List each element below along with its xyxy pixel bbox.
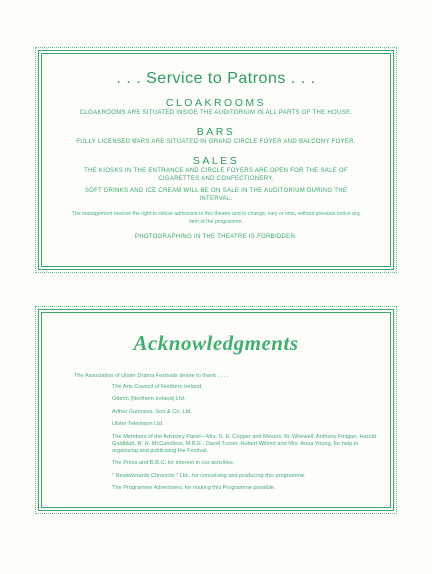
acknowledgments-title: Acknowledgments bbox=[133, 331, 299, 355]
list-item: The Arts Council of Northern Ireland. bbox=[112, 384, 203, 390]
cloakrooms-text: CLOAKROOMS ARE SITUATED INSIDE THE AUDITORIUM IN ALL PARTS OF THE HOUSE. bbox=[79, 110, 353, 116]
management-note: The management reserve the right to refuse admission to this theatre and to change, vary or omit, without previous notice any item of the programme. bbox=[71, 211, 361, 225]
acknowledgments-intro: The Association of Ulster Drama Festivals desire to thank . . . . bbox=[74, 373, 229, 379]
list-item: The Members of the Advisory Panel—Mrs. S. E. Copper and Messrs. M. Whewell, Anthony Finigan, Harold Goldblatt, R. H. McCandless, M.B.E., David Turner, Hubert Wilmot and Mrs. Anna Young, for help in organising and publicising the Festival. bbox=[112, 433, 376, 454]
acknowledgments-panel bbox=[38, 309, 394, 511]
service-to-patrons-panel bbox=[38, 50, 394, 270]
list-item: Odeon (Northern Ireland) Ltd. bbox=[112, 396, 186, 403]
photography-note: PHOTOGRAPHING IN THE THEATRE IS FORBIDDEN. bbox=[134, 234, 298, 240]
sales-heading: SALES bbox=[192, 155, 240, 167]
list-item: The Press and B.B.C. for interest in our activities. bbox=[112, 460, 235, 467]
list-item: " Newtownards Chronicle " Ltd., for conceiving and producing this programme. bbox=[112, 472, 306, 479]
acknowledgments-list bbox=[112, 384, 376, 492]
cloakrooms-heading: CLOAKROOMS bbox=[165, 97, 267, 109]
list-item: The Programme Advertisers, for making this Programme possible. bbox=[112, 485, 276, 492]
bars-heading: BARS bbox=[196, 126, 236, 138]
list-item: Arthur Guinness, Son & Co. Ltd. bbox=[112, 408, 192, 415]
sales-text-drinks: SOFT DRINKS AND ICE CREAM WILL BE ON SALE IN THE AUDITORIUM DURING THE INTERVAL. bbox=[84, 188, 348, 202]
sales-text-kiosks: THE KIOSKS IN THE ENTRANCE AND CIRCLE FOYERS ARE OPEN FOR THE SALE OF CIGARETTES AND CONFECTIONERY. bbox=[84, 168, 348, 182]
bars-text: FULLY LICENSED BARS ARE SITUATED IN GRAND CIRCLE FOYER AND BALCONY FOYER. bbox=[76, 139, 356, 145]
service-title: . . . Service to Patrons . . . bbox=[116, 70, 316, 87]
list-item: Ulster Television Ltd. bbox=[112, 421, 164, 428]
